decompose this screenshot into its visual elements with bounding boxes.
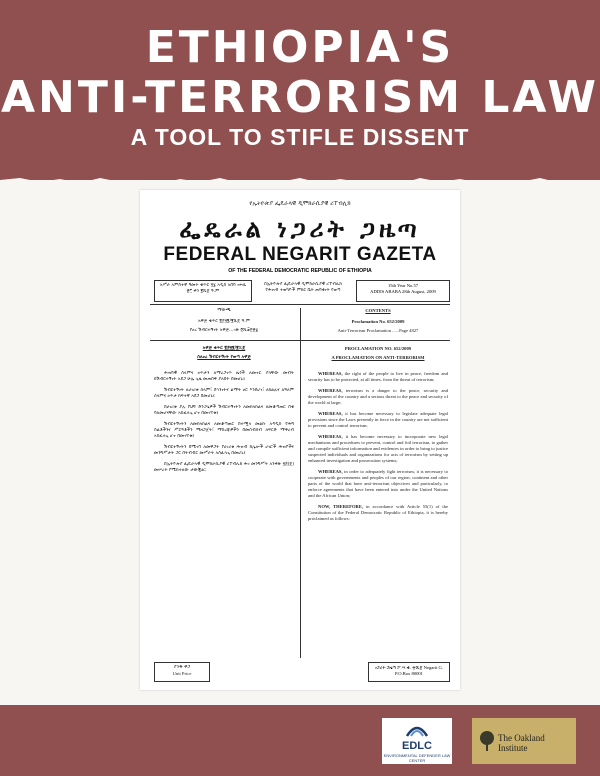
contents-proclamation-amharic: አዋጅ ቁጥር ፮፻፶፪/፪ሺ፩ ዓ.ም [197,319,251,324]
proclamation-title-english: PROCLAMATION NO. 652/2009 [344,346,412,351]
english-paragraph: WHEREAS, it has become necessary to legislate adequate legal provisions since the Laws presently in force in the country are not sufficient to prevent and control terrorism; [308,411,448,428]
cover-subtitle: A TOOL TO STIFLE DISSENT [130,124,470,150]
amharic-paragraph: ሽብርተኝነትን በሚገባ ለመዋጋት የሀገሪቱ ሕዝብ ከሌሎች ሀገሮች ሕዝቦችና መንግሥታት ጋር በትብብር መሥራት አስፈላጊ በመሆኑ፤ [154,445,294,456]
unit-price-amharic: ያንዱ ዋጋ [173,665,191,670]
gazette-page [140,190,460,690]
amharic-paragraph: በሀገሪቱ ያሉ የህግ ድንጋጌዎች ሽብርተኝነትን ለመከላከልና ለመቆጣጠር በቂ ባለመሆናቸው አስፈላጊ ሆኖ በመገኘቱ፤ [154,405,294,416]
gazette-issue-box-amharic: አሥራ አምስተኛ ዓመት ቁጥር ፶፯ አዲስ አበባ ነሐሴ ፳፫ ቀን ፪ሺ፩ ዓ.ም [154,280,252,302]
proclamation-text-amharic [154,346,294,479]
english-paragraph: WHEREAS, terrorism is a danger to the peace, security and development of the country and a serious threat to the peace and security of the world at large; [308,388,448,405]
edlc-subtitle: ENVIRONMENTAL DEFENDER LAW CENTER [383,753,451,763]
english-paragraph: WHEREAS, in order to adequately fight terrorism, it is necessary to cooperate with governments and peoples of our region, continent and other parts of the world that have anti-terrorism objectives and particularly, to enforce agreements that have been entered into under the United Nations and the African Union; [308,469,448,498]
gazette-republic: OF THE FEDERAL DEMOCRATIC REPUBLIC OF ETHIOPIA [228,268,372,274]
cover-title-line2: ANTI-TERRORISM LAW [1,72,599,123]
gazette-rule-2 [150,340,450,341]
edlc-logo [382,718,452,764]
cover-title-line1: ETHIOPIA'S [145,22,455,73]
oakland-logo [472,718,576,764]
unit-price-box [154,662,210,682]
gazette-header-amharic: የኢትዮጵያ ፌዴራላዊ ዲሞክራሲያዊ ሪፐብሊክ [249,200,351,207]
contents-proclamation-english: Proclamation No. 652/2009 [351,319,405,324]
contents-heading-english: CONTENTS [365,308,391,313]
english-paragraph: WHEREAS, it has become necessary to incorporate new legal mechanisms and procedures to prevent, control and foil terrorism, to gather and compile sufficient information and evidences in order to bring to justice suspected individuals and organizations for acts of terrorism by setting up enhanced investigation and prosecution systems; [308,434,448,463]
english-paragraph: WHEREAS, the right of the people to live in peace, freedom and security has to be protected, at all times, from the threat of terrorism; [308,371,448,382]
tree-icon [478,730,496,752]
proclamation-subtitle-amharic: ስለፀረ ሽብርተኝነት የወጣ አዋጅ [197,355,251,360]
unit-price-english: Unit Price [172,671,192,676]
gazette-date: ADDIS ABABA 28th August, 2009 [370,289,436,294]
amharic-paragraph: ሽብርተኝነት ለሀገሪቱ ሰላም፣ ደኅንነትና ልማት ፀር እንደሆነ፣ ለክልሉና ለዓለም ሰላምና ፀጥታ ከፍተኛ አደጋ በመሆኑ፤ [154,388,294,399]
gazette-rule [150,304,450,305]
proclamation-title-amharic: አዋጅ ቁጥር ፮፻፶፪/፪ሺ፩ [202,346,246,351]
contents-amharic [154,308,294,334]
torn-edge-top [0,170,600,190]
english-paragraph: NOW, THEREFORE, in accordance with Article 55(1) of the Constitution of the Federal Democratic Republic of Ethiopia, it is hereby proclaimed as follows: [308,504,448,521]
proclamation-subtitle-english: A PROCLAMATION ON ANTI-TERRORISM [331,355,425,360]
contents-english [308,308,448,334]
gazette-title: FEDERAL NEGARIT GAZETA [163,244,437,265]
amharic-paragraph: ሽብርተኝነትን ለመከላከልና ለመቆጣጠር በተሟላ መልኩ አዳዲስ የሕግ ስልቶችንና ሥርዓቶችን ማዘጋጀት፣ ማስረጃዎችን በመሰብሰብ ለፍርድ ማቅረብ አስፈላጊ ሆኖ በመገኘቱ፤ [154,422,294,439]
proclamation-text-english [308,346,448,527]
edlc-emblem-icon [405,722,429,738]
gazette-issue-box-english [356,280,450,302]
gazette-authority-amharic: በኢትዮጵያ ፌዴራላዊ ዲሞክራሲያዊ ሪፐብሊክ የሕዝብ ተወካዮች ምክር ቤት ጠባቂነት የወጣ [264,282,342,293]
contents-page-amharic: የፀረ ሽብርተኝነት አዋጅ…ገጽ ፬ሺ፰፻፳፯ [189,328,259,333]
pobox-box: ነጋሪት ጋዜጣ ፖ.ሣ.ቁ. ፹ሺ፩ Negarit G. P.O.Box 80001 [368,662,450,682]
amharic-paragraph: ሕዝባዊ ሰላምና ፀጥታን ለማረጋገጥ ዜጎች ለመኖር ያላቸው መብት ከሽብርተኝነት አደጋ ሁሌ ጊዜ መጠበቅ ያለበት በመሆኑ፤ [154,371,294,382]
edlc-name: EDLC [402,740,432,752]
contents-heading-amharic: ማውጫ [217,308,231,313]
gazette-logo-amharic: ፌዴራል ነጋሪት ጋዜጣ [179,214,421,243]
gazette-column-divider [300,308,301,658]
oakland-name: The Oakland Institute [498,733,545,753]
contents-page-english: Anti-Terrorism Proclamation ......Page 4827 [337,328,419,333]
amharic-paragraph: በኢትዮጵያ ፌዴራላዊ ዲሞክራሲያዊ ሪፐብሊክ ሕገ መንግሥት አንቀጽ ፶፭(፩) መሠረት የሚከተለው ታውጇል፡፡ [154,462,294,473]
gazette-year-number: 15th Year No.57 [387,283,419,288]
